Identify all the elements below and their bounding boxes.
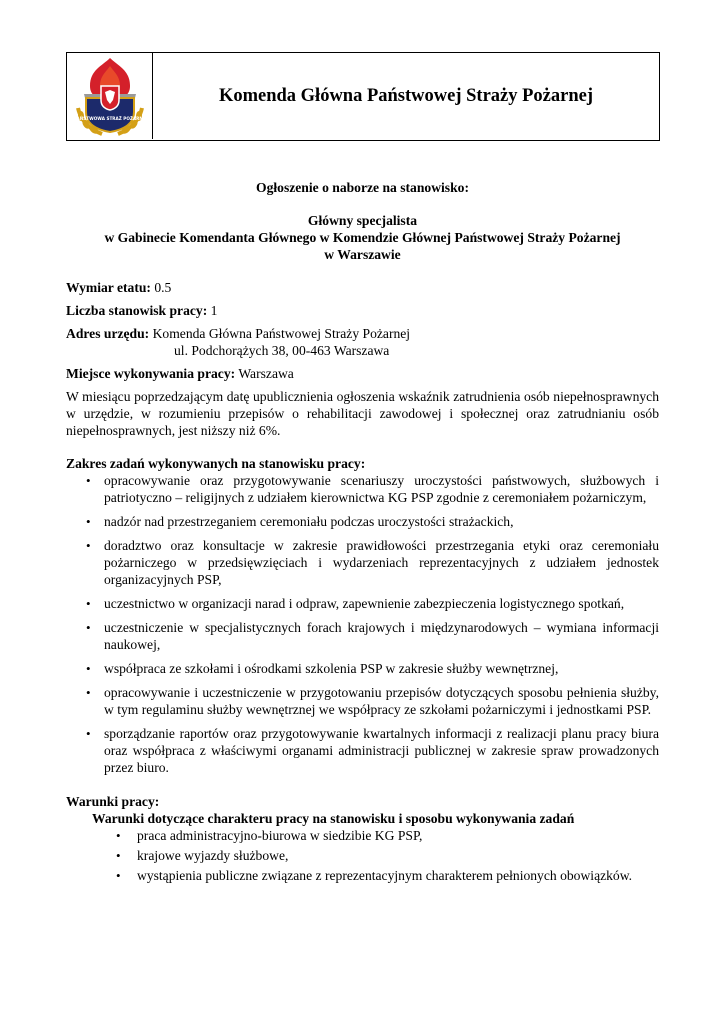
conditions-heading: Warunki pracy: xyxy=(66,794,160,809)
header-box xyxy=(66,52,660,141)
psp-emblem-icon xyxy=(72,56,148,136)
svg-text:PAŃSTWOWA STRAŻ POŻARNA: PAŃSTWOWA STRAŻ POŻARNA xyxy=(73,116,147,121)
adres-urzedu xyxy=(66,325,659,342)
position-title: Główny specjalista xyxy=(307,213,418,228)
task-item: • opracowywanie i uczestniczenie w przygotowaniu przepisów dotyczących sposobu pełnienia służby, w tym regulaminu służby wewnętrznej we współpracy ze szkołami pożarniczymi i jednostkami PSP. xyxy=(66,684,659,718)
tasks-heading: Zakres zadań wykonywanych na stanowisku pracy: xyxy=(66,456,366,471)
wymiar-label: Wymiar etatu: xyxy=(66,280,151,295)
conditions-list xyxy=(66,827,659,884)
miejsce-pracy xyxy=(66,365,659,382)
condition-item: • krajowe wyjazdy służbowe, xyxy=(66,847,659,864)
adres-label: Adres urzędu: xyxy=(66,326,150,341)
task-item: • nadzór nad przestrzeganiem ceremoniału podczas uroczystości strażackich, xyxy=(66,513,659,530)
conditions-subheading: Warunki dotyczące charakteru pracy na stanowisku i sposobu wykonywania zadań xyxy=(92,811,575,826)
wymiar-etatu xyxy=(66,279,659,296)
department-line: w Gabinecie Komendanta Głównego w Komendzie Głównej Państwowej Straży Pożarnej xyxy=(104,230,621,245)
liczba-value: 1 xyxy=(210,303,218,318)
psp-logo xyxy=(67,53,153,139)
miejsce-value: Warszawa xyxy=(238,366,294,381)
disability-note: W miesiącu poprzedzającym datę upublicznienia ogłoszenia wskaźnik zatrudnienia osób niepełnosprawnych w urzędzie, w rozumieniu przepisów o rehabilitacji zawodowej i społecznej oraz zatrudnianiu osób niepełnosprawnych, jest niższy niż 6%. xyxy=(66,389,659,438)
miejsce-label: Miejsce wykonywania pracy: xyxy=(66,366,236,381)
adres-line2: ul. Podchorążych 38, 00-463 Warszawa xyxy=(174,343,390,358)
task-item: • współpraca ze szkołami i ośrodkami szkolenia PSP w zakresie służby wewnętrznej, xyxy=(66,660,659,677)
liczba-label: Liczba stanowisk pracy: xyxy=(66,303,208,318)
condition-item: • praca administracyjno-biurowa w siedzibie KG PSP, xyxy=(66,827,659,844)
wymiar-value: 0.5 xyxy=(154,280,172,295)
task-item: • uczestniczenie w specjalistycznych forach krajowych i międzynarodowych – wymiana informacji naukowej, xyxy=(66,619,659,653)
task-item: • uczestnictwo w organizacji narad i odpraw, zapewnienie zabezpieczenia logistycznego spotkań, xyxy=(66,595,659,612)
task-item: • doradztwo oraz konsultacje w zakresie prawidłowości przestrzegania etyki oraz ceremoniału pożarniczego w przedsięwzięciach i wydarzeniach reprezentacyjnych z udziałem jednostek organizacyjnych PSP, xyxy=(66,537,659,588)
adres-line1: Komenda Główna Państwowej Straży Pożarnej xyxy=(152,326,411,341)
tasks-list xyxy=(66,472,659,776)
task-item: • sporządzanie raportów oraz przygotowywanie kwartalnych informacji z realizacji planu pracy biura oraz współpraca z właściwymi organami administracji publicznej w zakresie spraw prowadzonych przez biuro. xyxy=(66,725,659,776)
city-line: w Warszawie xyxy=(324,247,401,262)
condition-item: • wystąpienia publiczne związane z reprezentacyjnym charakterem pełnionych obowiązków. xyxy=(66,867,659,884)
task-item: • opracowywanie oraz przygotowywanie scenariuszy uroczystości państwowych, służbowych i patriotyczno – religijnych z udziałem kierownictwa KG PSP zgodnie z ceremoniałem pożarniczym, xyxy=(66,472,659,506)
announcement-heading: Ogłoszenie o naborze na stanowisko: xyxy=(256,180,469,195)
liczba-stanowisk xyxy=(66,302,659,319)
page-title: Komenda Główna Państwowej Straży Pożarnej xyxy=(218,85,594,106)
document-body xyxy=(66,179,659,887)
